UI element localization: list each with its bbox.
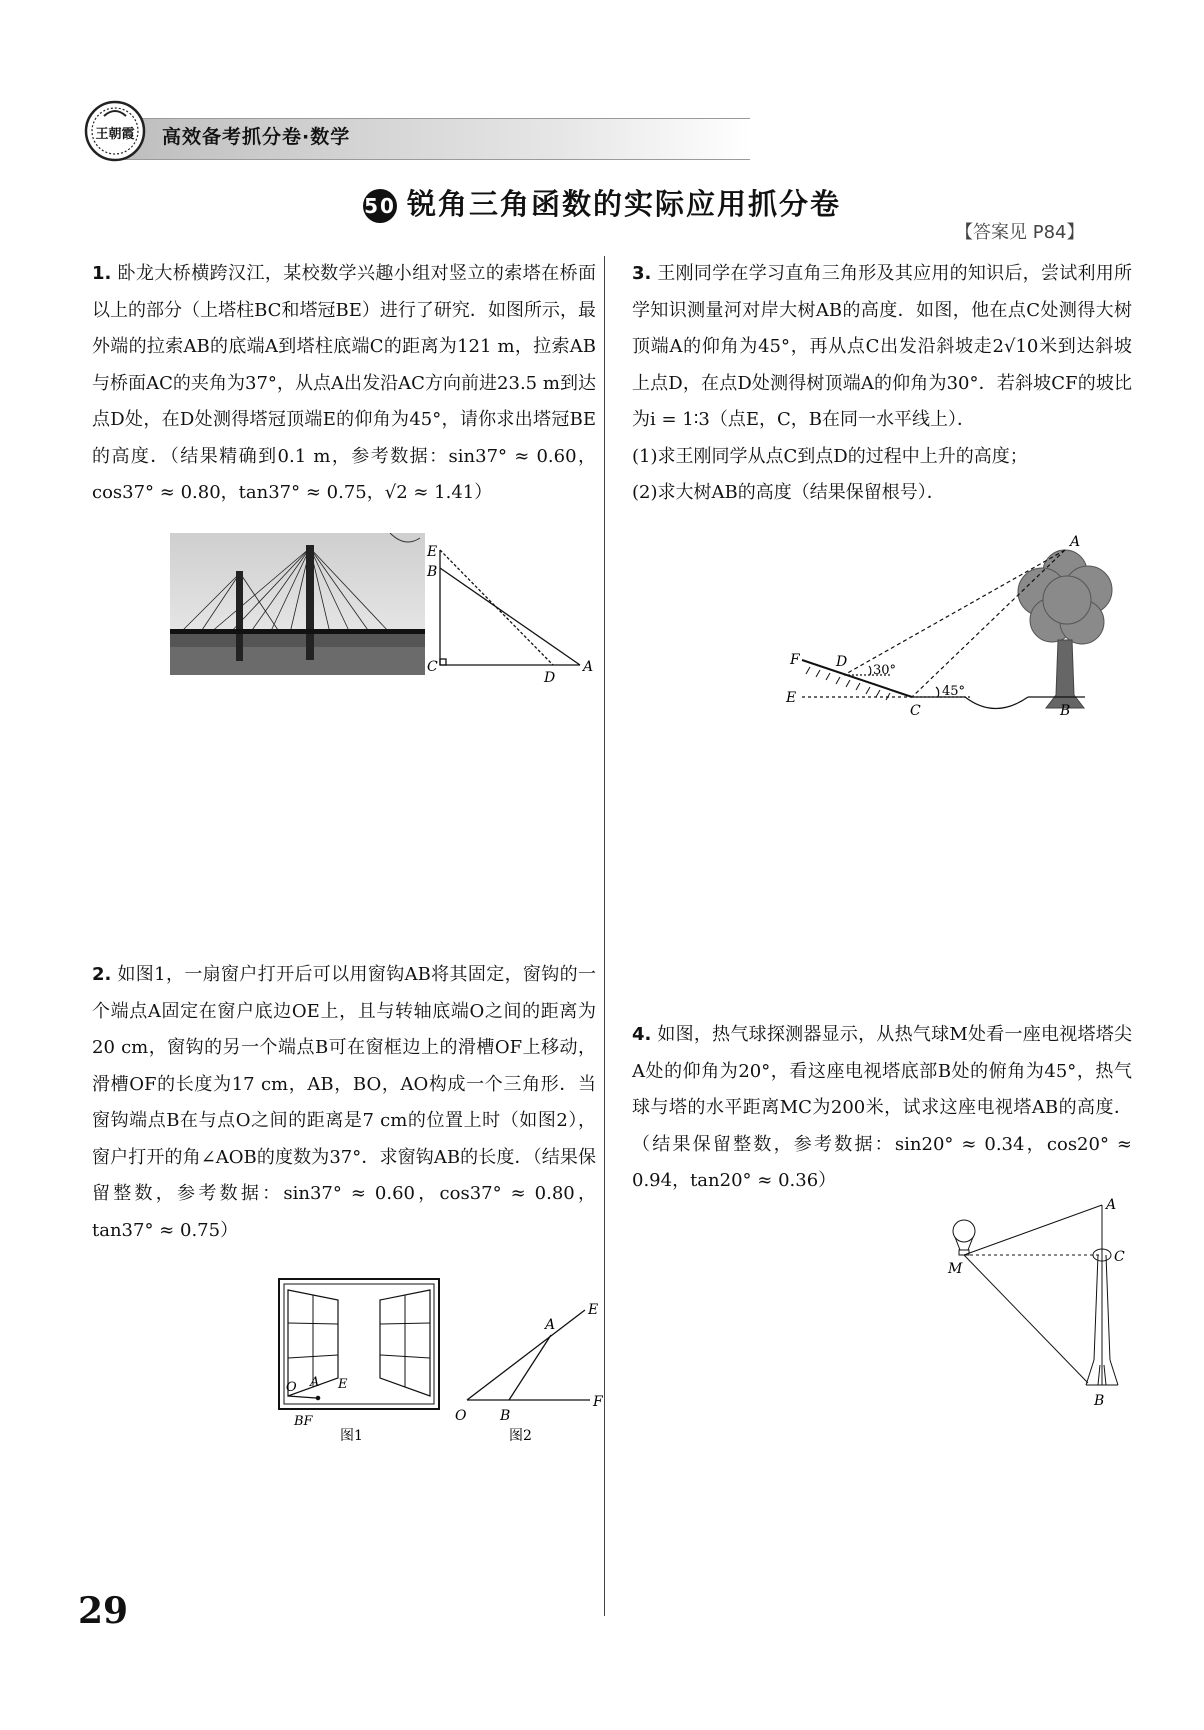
- label-F: F: [593, 1394, 603, 1410]
- sub-question-2: (2)求大树AB的高度（结果保留根号）．: [632, 482, 945, 503]
- label-E: E: [786, 690, 797, 706]
- svg-text:王朝霞: 王朝霞: [95, 127, 135, 142]
- question-number: 3.: [632, 263, 652, 284]
- title-row: [0, 182, 1204, 223]
- title-number-badge: 50: [363, 189, 397, 223]
- question-text: 如图，热气球探测器显示，从热气球M处看一座电视塔塔尖A处的仰角为20°，看这座电视塔底部B处的俯角为45°，热气球与塔的水平距离MC为200米，试求这座电视塔AB的高度．（结果保留整数，参考数据：sin20° ≈ 0.34，cos20° ≈ 0.94，tan20° ≈ 0.36）: [632, 1024, 1132, 1191]
- figure-2-caption: 图2: [509, 1428, 532, 1443]
- question-1: [92, 256, 596, 512]
- label-C: C: [910, 703, 921, 719]
- label-O: O: [286, 1380, 297, 1395]
- question-text: 如图1，一扇窗户打开后可以用窗钩AB将其固定，窗钩的一个端点A固定在窗户底边OE上，且与转轴底端O之间的距离为20 cm，窗钩的另一个端点B可在窗框边上的滑槽OF上移动，滑槽OF的长度为17 cm，AB，BO，AO构成一个三角形．当窗钩端点B在与点O之间的距离是7 cm的位置上时（如图2），窗户打开的角∠AOB的度数为37°．求窗钩AB的长度．（结果保留整数，参考数据：sin37° ≈ 0.60，cos37° ≈ 0.80，tan37° ≈ 0.75）: [92, 964, 596, 1241]
- label-B: B: [1094, 1393, 1105, 1409]
- figure-1-caption: 图1: [340, 1428, 363, 1443]
- label-A: A: [310, 1375, 320, 1390]
- q4-balloon-tower-figure: [940, 1195, 1140, 1415]
- angle-30-label: 30°: [873, 663, 897, 678]
- label-E: E: [427, 544, 438, 560]
- label-B: B: [427, 564, 438, 580]
- label-B: B: [1060, 703, 1071, 719]
- series-title: 高效备考抓分卷·数学: [162, 126, 351, 148]
- label-F: F: [790, 652, 800, 668]
- question-number: 1.: [92, 263, 112, 284]
- page-title: [363, 187, 841, 221]
- label-M: M: [948, 1261, 963, 1277]
- label-E: E: [338, 1377, 348, 1392]
- label-A: A: [583, 659, 594, 675]
- bridge-photo: [170, 533, 425, 675]
- q3-tree-slope-figure: [780, 530, 1140, 745]
- q1-triangle-figure: [425, 540, 600, 685]
- question-number: 2.: [92, 964, 112, 985]
- answer-reference: 【答案见 P84】: [955, 222, 1085, 243]
- label-A: A: [545, 1317, 556, 1333]
- label-A: A: [1106, 1197, 1117, 1213]
- label-A: A: [1070, 534, 1081, 550]
- label-E: E: [588, 1302, 599, 1318]
- label-D: D: [544, 670, 556, 685]
- q2-window-figure-2: [455, 1298, 605, 1443]
- angle-45-label: 45°: [942, 684, 966, 699]
- label-C: C: [427, 659, 438, 675]
- question-4: [632, 1017, 1132, 1200]
- title-text: 锐角三角函数的实际应用抓分卷: [406, 187, 841, 221]
- question-3: [632, 256, 1132, 512]
- label-B: B: [500, 1408, 511, 1424]
- sub-question-1: (1)求王刚同学从点C到点D的过程中上升的高度；: [632, 445, 1028, 467]
- label-C: C: [1114, 1249, 1125, 1265]
- page-number: 29: [78, 1590, 129, 1632]
- q2-window-figure-1: [278, 1278, 440, 1443]
- label-O: O: [455, 1408, 467, 1424]
- label-D: D: [836, 654, 848, 670]
- question-2: [92, 957, 596, 1249]
- question-number: 4.: [632, 1024, 652, 1045]
- question-text: 王刚同学在学习直角三角形及其应用的知识后，尝试利用所学知识测量河对岸大树AB的高度．如图，他在点C处测得大树顶端A的仰角为45°，再从点C出发沿斜坡走2√10米到达斜坡上点D，在点D处测得树顶端A的仰角为30°．若斜坡CF的坡比为i = 1∶3（点E，C，B在同一水平线上）．: [632, 263, 1132, 430]
- publisher-logo: [84, 100, 146, 162]
- label-BF: BF: [294, 1414, 313, 1429]
- question-text: 卧龙大桥横跨汉江，某校数学兴趣小组对竖立的索塔在桥面以上的部分（上塔柱BC和塔冠BE）进行了研究．如图所示，最外端的拉索AB的底端A到塔柱底端C的距离为121 m，拉索AB与桥面AC的夹角为37°，从点A出发沿AC方向前进23.5 m到达点D处，在D处测得塔冠顶端E的仰角为45°，请你求出塔冠BE的高度．（结果精确到0.1 m，参考数据：sin37° ≈ 0.60，cos37° ≈ 0.80，tan37° ≈ 0.75，√2 ≈ 1.41）: [92, 263, 596, 503]
